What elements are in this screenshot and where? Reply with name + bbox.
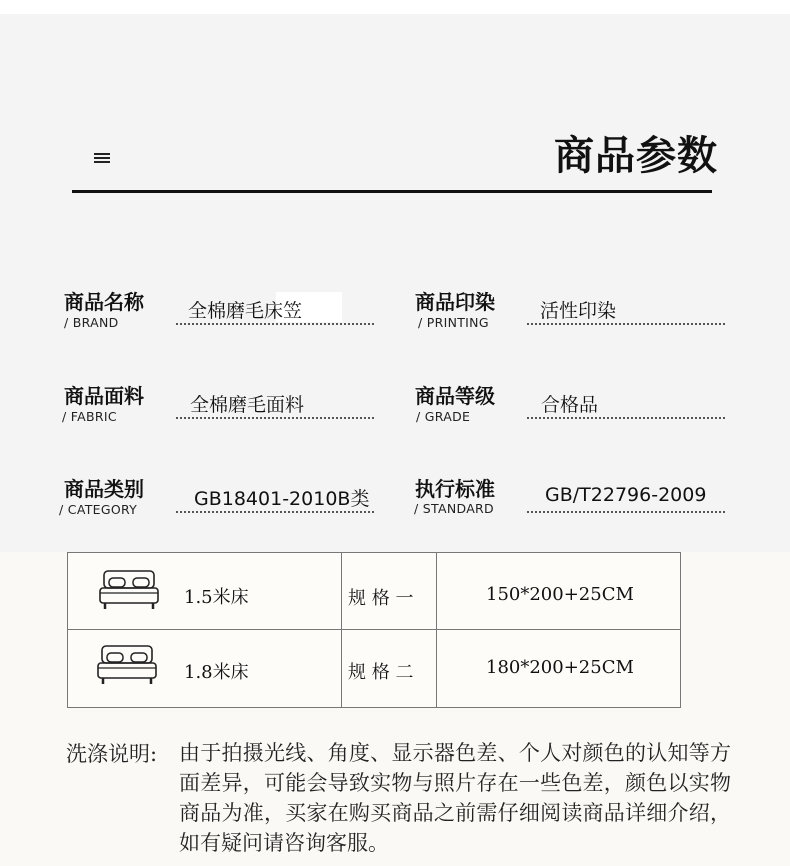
page-title: 商品参数 — [554, 133, 718, 179]
title-divider — [72, 190, 712, 193]
param-sub-brand: / BRAND — [64, 315, 119, 330]
param-line-standard — [527, 511, 725, 513]
param-value-printing: 活性印染 — [540, 300, 617, 322]
bed-icon — [98, 568, 160, 614]
bed-size-label: 1.8米床 — [184, 662, 249, 683]
bed-icon — [96, 643, 158, 689]
param-sub-standard: / STANDARD — [414, 501, 494, 516]
spec-label: 规 格 一 — [348, 588, 414, 609]
top-band — [0, 0, 790, 14]
param-value-fabric: 全棉磨毛面料 — [190, 394, 305, 416]
spec-label: 规 格 二 — [348, 662, 414, 683]
param-label-standard: 执行标准 — [415, 477, 495, 501]
param-label-category: 商品类别 — [64, 477, 144, 501]
params-section — [0, 14, 790, 552]
param-line-category — [176, 511, 374, 513]
spec-size-value: 150*200+25CM — [486, 584, 634, 605]
param-sub-grade: / GRADE — [416, 409, 471, 424]
spec-table — [67, 552, 681, 708]
wash-label: 洗涤说明: — [66, 742, 158, 766]
table-col-divider — [436, 553, 437, 707]
param-label-fabric: 商品面料 — [64, 384, 144, 408]
param-sub-printing: / PRINTING — [418, 315, 489, 330]
param-label-printing: 商品印染 — [415, 290, 495, 314]
param-sub-category: / CATEGORY — [59, 502, 138, 517]
param-sub-fabric: / FABRIC — [62, 409, 117, 424]
param-value-standard: GB/T22796-2009 — [545, 484, 707, 506]
param-value-brand: 全棉磨毛床笠 — [188, 300, 303, 322]
table-col-divider — [341, 553, 342, 707]
param-label-brand: 商品名称 — [64, 290, 144, 314]
param-line-printing — [527, 323, 725, 325]
table-row-divider — [68, 629, 680, 630]
param-value-category: GB18401-2010B类 — [194, 488, 370, 510]
param-line-fabric — [176, 417, 374, 419]
menu-icon[interactable] — [94, 153, 110, 165]
wash-text: 由于拍摄光线、角度、显示器色差、个人对颜色的认知等方面差异，可能会导致实物与照片存在一些色差，颜色以实物商品为准，买家在购买商品之前需仔细阅读商品详细介绍，如有疑问请咨询客服。 — [179, 741, 731, 855]
param-line-grade — [527, 417, 725, 419]
param-value-grade: 合格品 — [541, 394, 599, 416]
spec-size-value: 180*200+25CM — [486, 657, 634, 678]
bed-size-label: 1.5米床 — [184, 587, 249, 608]
param-label-grade: 商品等级 — [415, 384, 495, 408]
param-line-brand — [176, 323, 374, 325]
